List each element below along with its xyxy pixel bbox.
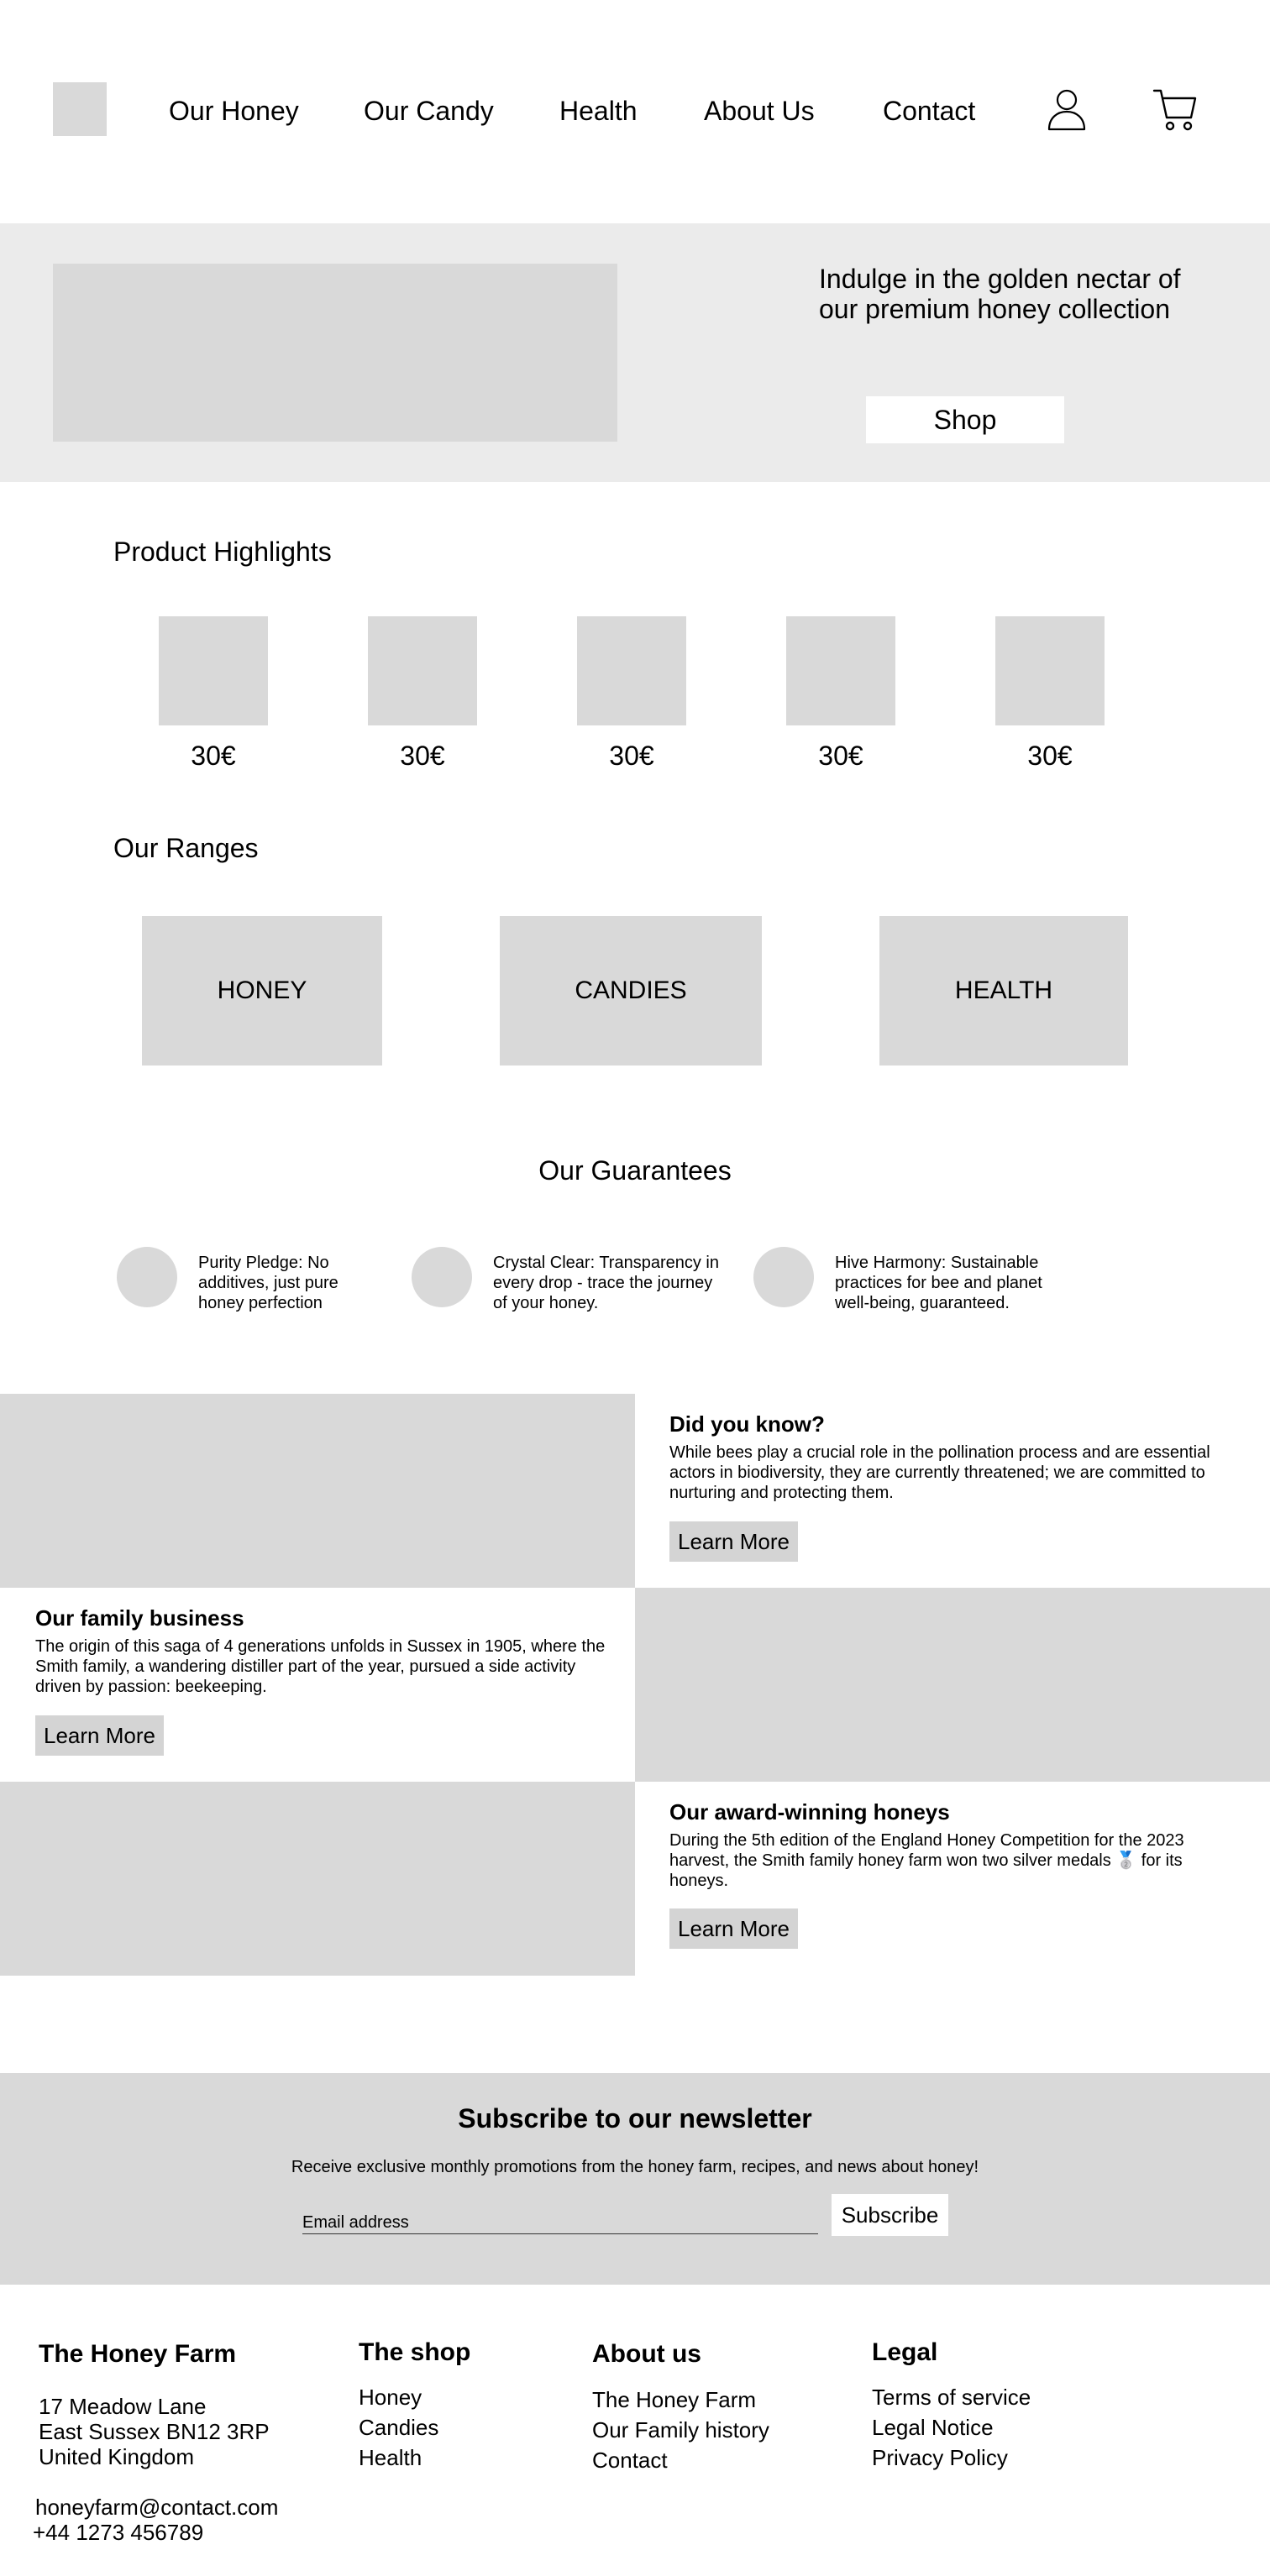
footer-about-title: About us — [592, 2340, 701, 2368]
logo[interactable] — [53, 82, 107, 136]
guarantee-icon-purity — [117, 1247, 177, 1307]
product-highlights-title: Product Highlights — [113, 537, 332, 567]
nav-item-our-candy[interactable]: Our Candy — [364, 96, 494, 126]
story-body-did-you-know: While bees play a crucial role in the pollination process and are essential actors in biodiversity, they are currently threatened; we are committed to nurturing and protecting them. — [669, 1443, 1210, 1502]
hero-image — [53, 264, 617, 442]
site-header — [0, 0, 1270, 223]
product-image-3[interactable] — [577, 616, 686, 725]
product-price-4: 30€ — [818, 741, 863, 771]
guarantee-icon-clear — [412, 1247, 472, 1307]
footer-shop-title: The shop — [359, 2338, 471, 2366]
guarantee-icon-harmony — [753, 1247, 814, 1307]
footer-address-line-1: 17 Meadow Lane — [39, 2394, 207, 2419]
email-input[interactable] — [302, 2202, 818, 2234]
footer-legal-title: Legal — [872, 2338, 938, 2366]
product-image-5[interactable] — [995, 616, 1105, 725]
hero-tagline: Indulge in the golden nectar of our premium honey collection — [819, 264, 1181, 324]
footer-email[interactable]: honeyfarm@contact.com — [35, 2495, 279, 2520]
footer-link-candies[interactable]: Candies — [359, 2415, 439, 2440]
footer-link-health[interactable]: Health — [359, 2445, 422, 2470]
product-image-1[interactable] — [159, 616, 268, 725]
guarantee-text-clear: Crystal Clear: Transparency in every drop - trace the journey of your honey. — [493, 1254, 719, 1312]
learn-more-button-award-winning[interactable]: Learn More — [669, 1908, 798, 1949]
range-card-candies[interactable]: CANDIES — [500, 916, 762, 1065]
footer-address-line-2: East Sussex BN12 3RP — [39, 2419, 270, 2444]
range-card-honey[interactable]: HONEY — [142, 916, 382, 1065]
newsletter-section — [0, 2073, 1270, 2285]
story-title-family-business: Our family business — [35, 1605, 244, 1631]
product-price-5: 30€ — [1027, 741, 1073, 771]
newsletter-title: Subscribe to our newsletter — [458, 2103, 812, 2134]
story-image-family-business — [635, 1588, 1270, 1782]
our-guarantees-title: Our Guarantees — [538, 1155, 732, 1186]
learn-more-button-did-you-know[interactable]: Learn More — [669, 1521, 798, 1562]
nav-item-our-honey[interactable]: Our Honey — [169, 96, 299, 126]
guarantee-text-purity: Purity Pledge: No additives, just pure honey perfection — [198, 1254, 338, 1312]
our-ranges-title: Our Ranges — [113, 833, 259, 863]
nav-item-contact[interactable]: Contact — [883, 96, 976, 126]
story-title-did-you-know: Did you know? — [669, 1411, 825, 1437]
story-body-family-business: The origin of this saga of 4 generations unfolds in Sussex in 1905, where the Smith family, a wandering distiller part of the year, pursued a side activity driven by passion: beekeeping. — [35, 1637, 606, 1696]
product-image-4[interactable] — [786, 616, 895, 725]
product-price-1: 30€ — [191, 741, 236, 771]
footer-company-title: The Honey Farm — [39, 2340, 237, 2368]
product-image-2[interactable] — [368, 616, 477, 725]
hero-banner — [0, 223, 1270, 482]
product-price-2: 30€ — [400, 741, 445, 771]
story-body-award-winning: During the 5th edition of the England Honey Competition for the 2023 harvest, the Smith family honey farm won two silver medals 🥈 for its honeys. — [669, 1831, 1184, 1890]
footer-link-privacy[interactable]: Privacy Policy — [872, 2445, 1008, 2470]
product-price-3: 30€ — [609, 741, 654, 771]
learn-more-button-family-business[interactable]: Learn More — [35, 1715, 164, 1756]
footer-address-line-3: United Kingdom — [39, 2444, 194, 2469]
footer-link-family-history[interactable]: Our Family history — [592, 2417, 769, 2442]
nav-item-health[interactable]: Health — [559, 96, 638, 126]
story-title-award-winning: Our award-winning honeys — [669, 1799, 950, 1825]
footer-link-contact[interactable]: Contact — [592, 2448, 668, 2473]
footer-link-honey[interactable]: Honey — [359, 2385, 422, 2410]
range-card-health[interactable]: HEALTH — [879, 916, 1128, 1065]
footer-link-legal-notice[interactable]: Legal Notice — [872, 2415, 994, 2440]
user-icon[interactable] — [1047, 87, 1087, 131]
footer-link-the-honey-farm[interactable]: The Honey Farm — [592, 2387, 757, 2412]
nav-item-about-us[interactable]: About Us — [704, 96, 815, 126]
footer-link-terms[interactable]: Terms of service — [872, 2385, 1031, 2410]
newsletter-subtitle: Receive exclusive monthly promotions from the honey farm, recipes, and news about honey! — [291, 2158, 979, 2176]
subscribe-button[interactable]: Subscribe — [832, 2194, 948, 2236]
guarantee-text-harmony: Hive Harmony: Sustainable practices for bee and planet well-being, guaranteed. — [835, 1254, 1042, 1312]
story-image-award-winning — [0, 1782, 635, 1976]
cart-icon[interactable] — [1152, 87, 1198, 133]
story-image-did-you-know — [0, 1394, 635, 1588]
footer-phone: +44 1273 456789 — [33, 2520, 204, 2545]
shop-button[interactable]: Shop — [866, 396, 1064, 443]
